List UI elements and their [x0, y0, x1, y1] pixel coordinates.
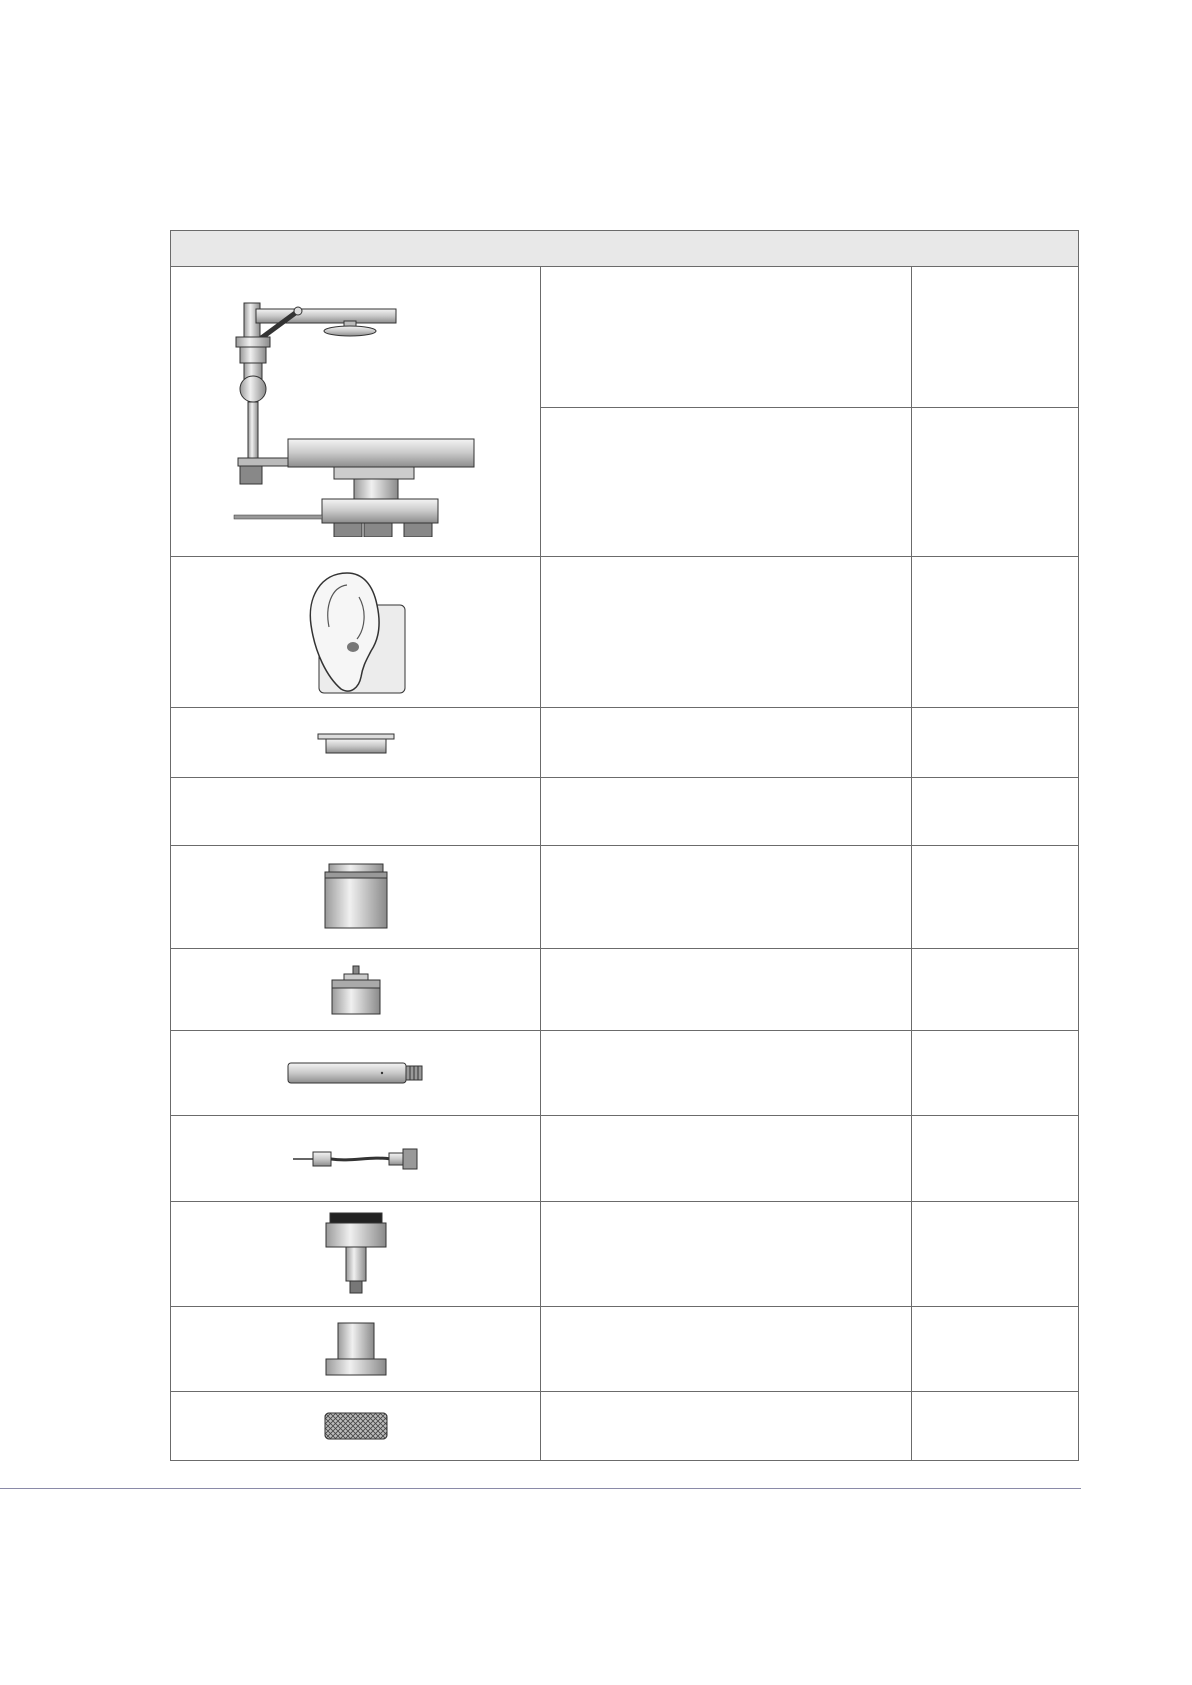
- row-9-description: [541, 1202, 912, 1306]
- row-10-description: [541, 1307, 912, 1391]
- row-11-description: [541, 1392, 912, 1460]
- table-row: [171, 1116, 1078, 1202]
- footer-rule: [0, 1488, 1081, 1489]
- row-4-order-number: [912, 778, 1078, 845]
- row-7-order-number: [912, 1031, 1078, 1115]
- table-row: [171, 1392, 1078, 1460]
- table-row: [171, 708, 1078, 778]
- row-3-order-number: [912, 708, 1078, 777]
- row-10-order-number: [912, 1307, 1078, 1391]
- row-7-description: [541, 1031, 912, 1115]
- knurled-nut-image: [171, 1392, 541, 1460]
- ear-pinna-image: [171, 557, 541, 707]
- probe-cable-image: [171, 1116, 541, 1201]
- accessories-table: [170, 230, 1079, 1461]
- table-row: [171, 557, 1078, 708]
- row-9-order-number: [912, 1202, 1078, 1306]
- stand-assembly-image: [171, 267, 541, 556]
- row-3-description: [541, 708, 912, 777]
- mounting-ring-image: [171, 708, 541, 777]
- row-5-order-number: [912, 846, 1078, 948]
- row-2-order-number: [912, 557, 1078, 707]
- row-1a-description: [541, 267, 912, 407]
- table-row: [171, 1307, 1078, 1392]
- cylindrical-adaptor-image: [171, 846, 541, 948]
- row-6-description: [541, 949, 912, 1030]
- table-row: [171, 1202, 1078, 1307]
- row-4-description: [541, 778, 912, 845]
- row-1b-description: [541, 408, 912, 556]
- screw-adaptor-image: [171, 1202, 541, 1306]
- row-8-order-number: [912, 1116, 1078, 1201]
- row-2-description: [541, 557, 912, 707]
- row-11-order-number: [912, 1392, 1078, 1460]
- short-adaptor-image: [171, 949, 541, 1030]
- table-row: [171, 778, 1078, 846]
- flanged-adaptor-image: [171, 1307, 541, 1391]
- table-row: [171, 846, 1078, 949]
- row-4-image: [171, 778, 541, 845]
- row-8-description: [541, 1116, 912, 1201]
- row-6-order-number: [912, 949, 1078, 1030]
- row-1b-order-number: [912, 408, 1078, 556]
- row-1a-order-number: [912, 267, 1078, 407]
- preamplifier-image: [171, 1031, 541, 1115]
- table-row: [171, 267, 1078, 557]
- table-header: [171, 231, 1078, 267]
- row-5-description: [541, 846, 912, 948]
- table-row: [171, 1031, 1078, 1116]
- table-row: [171, 949, 1078, 1031]
